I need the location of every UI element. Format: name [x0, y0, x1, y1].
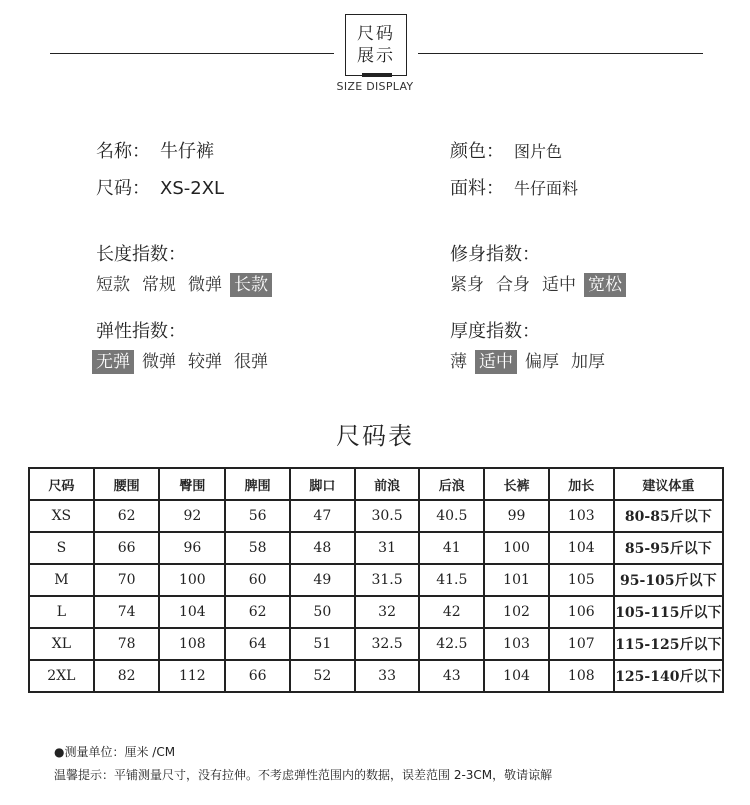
fit-option: 合身 [496, 275, 530, 295]
size-table-cell: 104 [159, 596, 225, 628]
size-table-cell: 104 [484, 660, 549, 692]
size-table-cell: 2XL [29, 660, 94, 692]
size-table-cell: 42.5 [419, 628, 484, 660]
size-table-header-cell: 臀围 [159, 468, 225, 500]
size-table-cell: 60 [225, 564, 290, 596]
size-table-cell: 107 [549, 628, 614, 660]
table-row [29, 500, 723, 532]
size-table-cell: 33 [355, 660, 420, 692]
size-table-header-cell: 加长 [549, 468, 614, 500]
product-name [96, 137, 214, 163]
product-fabric-label: 面料： [450, 178, 504, 199]
product-fabric-value: 牛仔面料 [514, 179, 579, 198]
size-table-cell: S [29, 532, 94, 564]
thickness-index-label: 厚度指数： [450, 321, 540, 342]
size-table-cell: 106 [549, 596, 614, 628]
size-table-cell: 78 [94, 628, 160, 660]
length-option-selected: 长款 [230, 273, 272, 297]
warm-tip-note: 温馨提示：平铺测量尺寸，没有拉伸。不考虑弹性范围内的数据，误差范围 2-3CM，敬请谅解 [54, 768, 553, 782]
elastic-option: 微弹 [142, 352, 176, 372]
product-size-label: 尺码： [96, 178, 150, 199]
size-table-cell: 41 [419, 532, 484, 564]
thickness-option: 薄 [450, 352, 467, 372]
size-table-cell: 99 [484, 500, 549, 532]
thickness-option: 加厚 [571, 352, 605, 372]
size-table-header-cell: 长裤 [484, 468, 549, 500]
length-option: 短款 [96, 275, 130, 295]
product-size-value: XS-2XL [160, 178, 225, 199]
size-table-cell: 105 [549, 564, 614, 596]
size-table-cell: 102 [484, 596, 549, 628]
size-table-cell: 80-85斤以下 [614, 500, 723, 532]
size-table-header-row [29, 468, 723, 500]
size-table-cell: 64 [225, 628, 290, 660]
elastic-option: 很弹 [234, 352, 268, 372]
table-row [29, 532, 723, 564]
product-fabric [450, 174, 578, 200]
size-table-cell: 101 [484, 564, 549, 596]
length-option: 微弹 [188, 275, 222, 295]
thickness-option-selected: 适中 [475, 350, 517, 374]
size-table-cell: 32 [355, 596, 420, 628]
elastic-option: 较弹 [188, 352, 222, 372]
size-table-header-cell: 脚口 [290, 468, 355, 500]
size-table-cell: 70 [94, 564, 160, 596]
size-table-cell: 47 [290, 500, 355, 532]
size-table-cell: 103 [549, 500, 614, 532]
size-table-cell: XL [29, 628, 94, 660]
header-title-line2: 展示 [357, 46, 395, 66]
size-table-cell: 62 [225, 596, 290, 628]
length-option: 常规 [142, 275, 176, 295]
size-table [28, 467, 724, 693]
size-table-cell: M [29, 564, 94, 596]
header-line-right [418, 53, 703, 54]
size-table-cell: 100 [484, 532, 549, 564]
table-row [29, 628, 723, 660]
size-table-header-cell: 腰围 [94, 468, 160, 500]
size-table-cell: 82 [94, 660, 160, 692]
size-table-cell: 108 [549, 660, 614, 692]
fit-option: 适中 [542, 275, 576, 295]
table-row [29, 596, 723, 628]
size-table-cell: 31 [355, 532, 420, 564]
header-title-line1: 尺码 [357, 24, 395, 44]
size-table-cell: 95-105斤以下 [614, 564, 723, 596]
size-table-cell: 50 [290, 596, 355, 628]
size-table-cell: 108 [159, 628, 225, 660]
table-row [29, 564, 723, 596]
size-table-cell: 104 [549, 532, 614, 564]
size-table-cell: 31.5 [355, 564, 420, 596]
size-table-header-cell: 脾围 [225, 468, 290, 500]
size-table-cell: 125-140斤以下 [614, 660, 723, 692]
size-table-cell: 56 [225, 500, 290, 532]
size-table-cell: 100 [159, 564, 225, 596]
size-table-cell: 66 [225, 660, 290, 692]
size-table-cell: 96 [159, 532, 225, 564]
size-table-cell: L [29, 596, 94, 628]
elastic-index-options [92, 350, 276, 374]
table-row [29, 660, 723, 692]
product-color-label: 颜色： [450, 141, 504, 162]
size-table-cell: 32.5 [355, 628, 420, 660]
fit-index-label: 修身指数： [450, 244, 540, 265]
size-table-cell: 103 [484, 628, 549, 660]
size-table-cell: 41.5 [419, 564, 484, 596]
length-index-options [92, 273, 276, 297]
elastic-index-label: 弹性指数： [96, 321, 186, 342]
fit-option-selected: 宽松 [584, 273, 626, 297]
size-table-cell: 51 [290, 628, 355, 660]
size-table-cell: 92 [159, 500, 225, 532]
elastic-option-selected: 无弹 [92, 350, 134, 374]
size-table-cell: XS [29, 500, 94, 532]
thickness-index-options [446, 350, 613, 374]
fit-index-options [446, 273, 630, 297]
size-table-header-cell: 建议体重 [614, 468, 723, 500]
header-subtitle: SIZE DISPLAY [336, 80, 414, 93]
size-table-cell: 58 [225, 532, 290, 564]
length-index-label: 长度指数： [96, 244, 186, 265]
thickness-option: 偏厚 [525, 352, 559, 372]
size-table-header-cell: 前浪 [355, 468, 420, 500]
header-line-left [50, 53, 334, 54]
size-table-header-cell: 后浪 [419, 468, 484, 500]
product-color-value: 图片色 [514, 142, 563, 161]
size-table-cell: 43 [419, 660, 484, 692]
product-name-value: 牛仔裤 [160, 141, 214, 162]
size-table-cell: 74 [94, 596, 160, 628]
fit-option: 紧身 [450, 275, 484, 295]
size-table-cell: 85-95斤以下 [614, 532, 723, 564]
size-table-cell: 52 [290, 660, 355, 692]
size-table-cell: 112 [159, 660, 225, 692]
measurement-unit-note: ●测量单位：厘米 /CM [54, 745, 176, 759]
header-title-box [345, 14, 407, 76]
size-table-title: 尺码表 [336, 422, 414, 450]
size-table-cell: 42 [419, 596, 484, 628]
size-table-header-cell: 尺码 [29, 468, 94, 500]
product-color [450, 137, 562, 163]
size-table-cell: 30.5 [355, 500, 420, 532]
size-table-cell: 49 [290, 564, 355, 596]
product-name-label: 名称： [96, 141, 150, 162]
size-table-cell: 115-125斤以下 [614, 628, 723, 660]
size-table-cell: 40.5 [419, 500, 484, 532]
product-size [96, 174, 224, 200]
size-table-cell: 62 [94, 500, 160, 532]
header-underline-bar [362, 73, 392, 77]
size-table-cell: 105-115斤以下 [614, 596, 723, 628]
size-table-cell: 66 [94, 532, 160, 564]
size-table-cell: 48 [290, 532, 355, 564]
